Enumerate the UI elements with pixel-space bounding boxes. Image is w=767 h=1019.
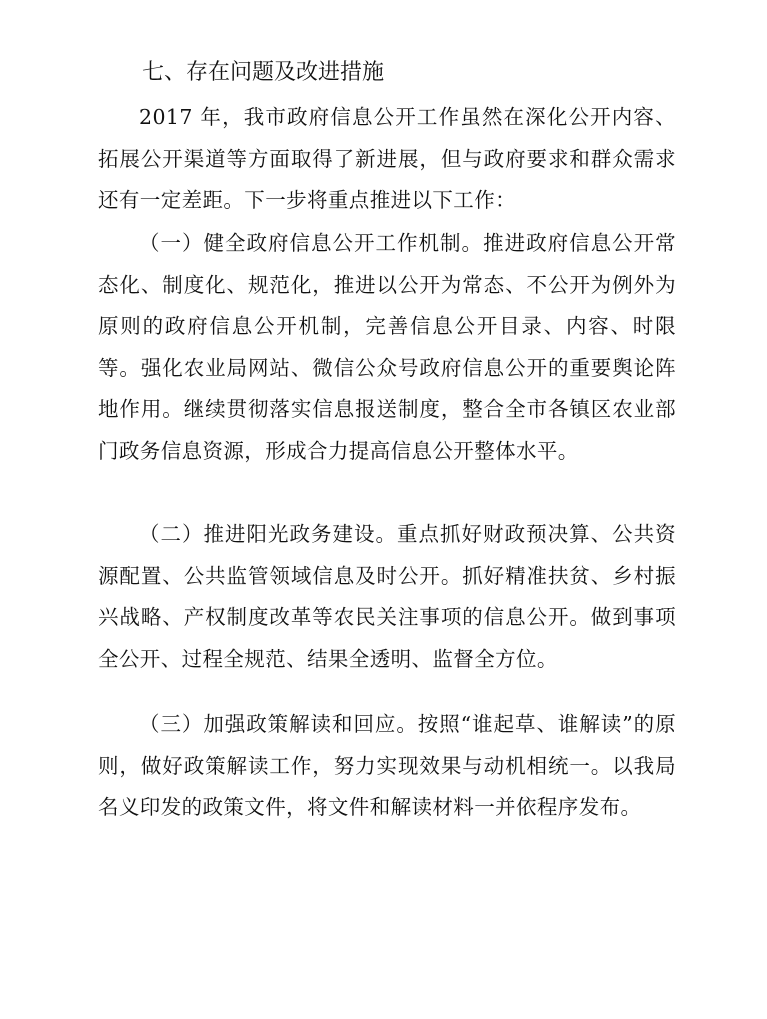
- section-heading: 七、存在问题及改进措施: [142, 60, 385, 85]
- measure-3-body: 按照“谁起草、谁解读”的原则，做好政策解读工作，努力实现效果与动机相统一。以我局名义印发的政策文件，将文件和解读材料一并依程序发布。: [98, 712, 676, 820]
- measure-1-lead: （一）健全政府信息公开工作机制。: [139, 231, 484, 255]
- measure-1-body: 推进政府信息公开常态化、制度化、规范化，推进以公开为常态、不公开为例外为原则的政府信息公开机制，完善信息公开目录、内容、时限等。强化农业局网站、微信公众号政府信息公开的重要舆论阵地作用。继续贯彻落实信息报送制度，整合全市各镇区农业部门政务信息资源，形成合力提高信息公开整体水平。: [98, 231, 676, 463]
- measure-2-body: 重点抓好财政预决算、公共资源配置、公共监管领域信息及时公开。抓好精准扶贫、乡村振兴战略、产权制度改革等农民关注事项的信息公开。做到事项全公开、过程全规范、结果全透明、监督全方位。: [98, 522, 676, 671]
- measure-paragraph-2: [98, 514, 676, 680]
- measure-paragraph-3: [98, 704, 676, 829]
- measure-2-lead: （二）推进阳光政务建设。: [139, 522, 398, 546]
- measure-3-lead: （三）加强政策解读和回应。: [139, 712, 418, 736]
- intro-paragraph: 2017 年，我市政府信息公开工作虽然在深化公开内容、拓展公开渠道等方面取得了新进展，但与政府要求和群众需求还有一定差距。下一步将重点推进以下工作：: [98, 105, 676, 213]
- measure-paragraph-1: [98, 223, 676, 473]
